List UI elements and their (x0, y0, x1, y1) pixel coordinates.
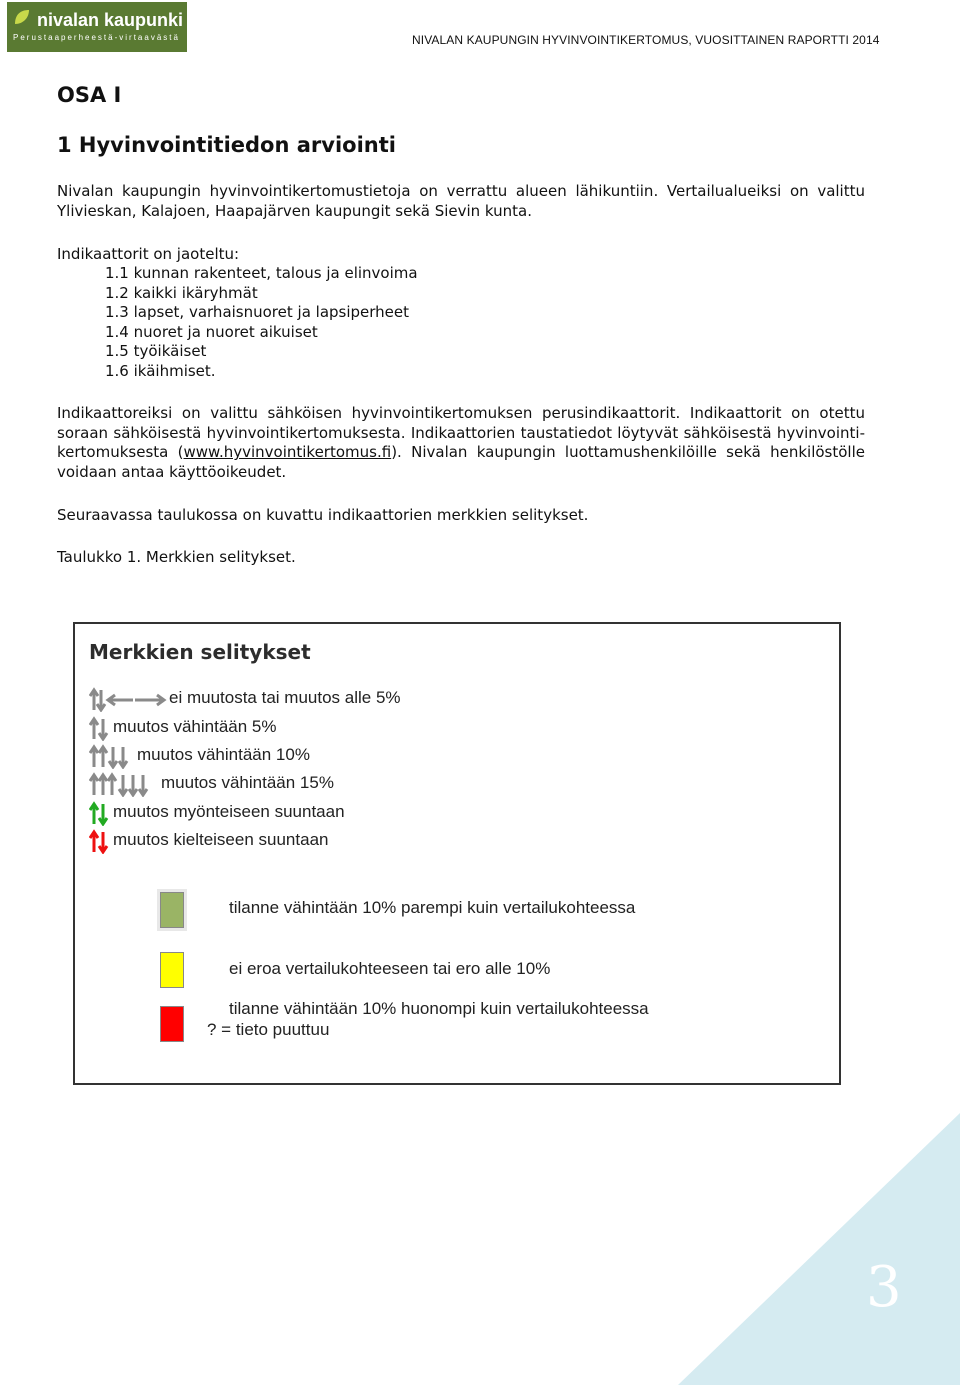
legend-label: muutos vähintään 10% (137, 745, 310, 764)
yellow-swatch (160, 952, 184, 988)
table-caption: Taulukko 1. Merkkien selitykset. (57, 548, 296, 566)
indicators-intro: Indikaattorit on jaoteltu: (57, 245, 240, 263)
report-title: NIVALAN KAUPUNGIN HYVINVOINTIKERTOMUS, VUOSITTAINEN RAPORTTI 2014 (412, 33, 880, 47)
section-heading: OSA I (57, 83, 122, 107)
legend-title: Merkkien selitykset (89, 640, 311, 664)
corner-decoration (678, 1113, 960, 1385)
swatch-label: ei eroa vertailukohteeseen tai ero alle 10% (229, 959, 551, 978)
city-logo (7, 2, 187, 52)
chapter-heading: 1 Hyvinvointitiedon arviointi (57, 133, 396, 157)
legend-label: muutos kielteiseen suuntaan (113, 830, 329, 849)
source-text-2: ). Nivalan kaupungin luottamushenkilöille sekä henkilöstölle voidaan antaa käyttöoikeudet. (57, 443, 865, 481)
list-item: 1.4 nuoret ja nuoret aikuiset (105, 322, 318, 341)
intro-paragraph: Nivalan kaupungin hyvinvointikertomustietoja on verrattu alueen lähikuntiin. Vertailualueiksi on valittu Ylivieskan, Kalajoen, Haapajärven kaupungit sekä Sievin kunta. (57, 182, 865, 220)
source-text-1: Indikaattoreiksi on valittu sähköisen hyvinvointikertomuksen perusindikaattorit. Indikaattorit on otettu soraan sähköisestä hyvinvointikertomuksesta. Indikaattorien taustatiedot löytyvät sähköisestä hyvinvointi-kertomuksesta ( (57, 404, 865, 461)
table-intro: Seuraavassa taulukossa on kuvattu indikaattorien merkkien selitykset. (57, 506, 589, 524)
legend-label: muutos vähintään 15% (161, 773, 334, 792)
indicator-list (105, 264, 418, 381)
legend-label: ei muutosta tai muutos alle 5% (169, 688, 401, 707)
list-item: 1.6 ikäihmiset. (105, 361, 216, 380)
leaf-logo-icon (13, 8, 31, 26)
list-item: 1.5 työikäiset (105, 342, 207, 360)
source-paragraph (57, 404, 865, 482)
page-number: 3 (866, 1255, 902, 1320)
legend-label: muutos myönteiseen suuntaan (113, 802, 345, 821)
legend-figure (73, 622, 841, 1085)
gray-arrows-triple-icon (89, 771, 161, 797)
gray-arrows-flat-icon (89, 686, 169, 712)
legend-label: muutos vähintään 5% (113, 717, 277, 736)
list-item: 1.3 lapset, varhaisnuoret ja lapsiperheet (105, 303, 410, 321)
logo-tagline: Perustaaperheestä-virtaavästä (13, 33, 180, 42)
green-swatch (160, 892, 184, 928)
source-link[interactable]: www.hyvinvointikertomus.fi (183, 443, 392, 461)
swatch-label: tilanne vähintään 10% huonompi kuin vertailukohteessa (229, 999, 649, 1018)
missing-data-label: ? = tieto puuttuu (207, 1020, 330, 1039)
swatch-label: tilanne vähintään 10% parempi kuin vertailukohteessa (229, 898, 636, 917)
list-item: 1.2 kaikki ikäryhmät (105, 283, 258, 302)
red-swatch (160, 1006, 184, 1042)
logo-name: nivalan kaupunki (37, 10, 184, 30)
gray-arrows-double-icon (89, 743, 139, 769)
list-item: 1.1 kunnan rakenteet, talous ja elinvoima (105, 264, 418, 282)
